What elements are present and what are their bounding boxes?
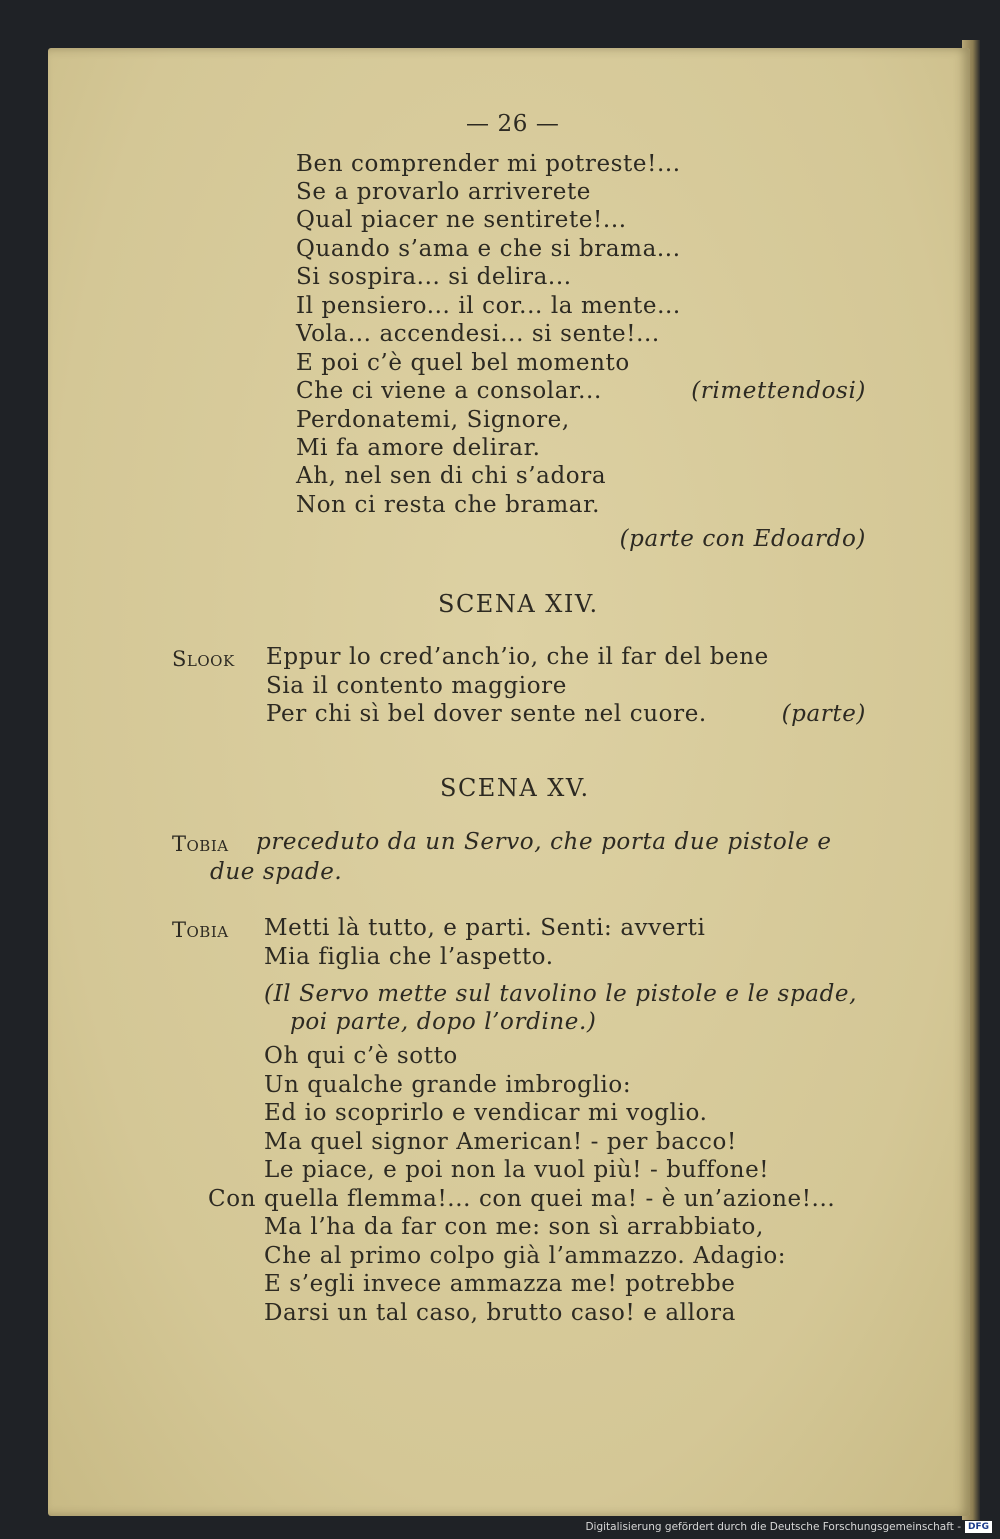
- page-number: — 26 —: [466, 111, 560, 137]
- verse-line: E poi c’è quel bel momento: [296, 350, 630, 376]
- stage-direction: (Il Servo mette sul tavolino le pistole e le spade,: [264, 981, 858, 1007]
- scene-title: SCENA XV.: [440, 774, 590, 802]
- stage-direction: (parte): [781, 701, 866, 727]
- dialogue-line: Oh qui c’è sotto: [264, 1043, 458, 1069]
- verse-line: Ben comprender mi potreste!...: [296, 151, 681, 177]
- dialogue-line: Per chi sì bel dover sente nel cuore.: [266, 701, 707, 727]
- dialogue-line: Eppur lo cred’anch’io, che il far del bene: [266, 644, 769, 670]
- verse-line: Che ci viene a consolar...: [296, 378, 602, 404]
- dialogue-line: Ma l’ha da far con me: son sì arrabbiato,: [264, 1214, 764, 1240]
- verse-line: Ah, nel sen di chi s’adora: [296, 463, 607, 489]
- verse-line: Perdonatemi, Signore,: [296, 407, 570, 433]
- book-page: [48, 48, 970, 1516]
- dialogue-line: Che al primo colpo già l’ammazzo. Adagio:: [264, 1243, 787, 1269]
- digitization-credit: [585, 1520, 992, 1534]
- speaker-name: Tobia: [172, 918, 229, 942]
- verse-line: Quando s’ama e che si brama...: [296, 236, 681, 262]
- dialogue-line: Con quella flemma!... con quei ma! - è un’azione!...: [208, 1186, 836, 1212]
- credit-text: Digitalisierung gefördert durch die Deutsche Forschungsgemeinschaft -: [585, 1521, 961, 1533]
- dialogue-line: Un qualche grande imbroglio:: [264, 1072, 632, 1098]
- scene-description: preceduto da un Servo, che porta due pistole e: [256, 829, 832, 855]
- verse-line: Si sospira... si delira...: [296, 264, 572, 290]
- verse-line: Qual piacer ne sentirete!...: [296, 207, 627, 233]
- dialogue-line: Sia il contento maggiore: [266, 673, 567, 699]
- verse-line: Se a provarlo arriverete: [296, 179, 592, 205]
- verse-line: Vola... accendesi... si sente!...: [296, 321, 660, 347]
- dialogue-line: Mia figlia che l’aspetto.: [264, 944, 554, 970]
- dialogue-line: Le piace, e poi non la vuol più! - buffone!: [264, 1157, 770, 1183]
- verse-line: Non ci resta che bramar.: [296, 492, 601, 518]
- dialogue-line: E s’egli invece ammazza me! potrebbe: [264, 1271, 736, 1297]
- scene-title: SCENA XIV.: [438, 590, 599, 618]
- dialogue-line: Metti là tutto, e parti. Senti: avverti: [264, 915, 706, 941]
- speaker-name: Tobia: [172, 832, 229, 856]
- speaker-name: Slook: [172, 647, 235, 671]
- stage-direction: (parte con Edoardo): [619, 526, 866, 552]
- stage-direction: poi parte, dopo l’ordine.): [290, 1009, 597, 1035]
- verse-line: Il pensiero... il cor... la mente...: [296, 293, 681, 319]
- stage-direction: (rimettendosi): [691, 378, 866, 404]
- dialogue-line: Darsi un tal caso, brutto caso! e allora: [264, 1300, 736, 1326]
- verse-line: Mi fa amore delirar.: [296, 435, 541, 461]
- dialogue-line: Ed io scoprirlo e vendicar mi voglio.: [264, 1100, 708, 1126]
- dialogue-line: Ma quel signor American! - per bacco!: [264, 1129, 737, 1155]
- scene-description: due spade.: [210, 859, 343, 885]
- dfg-logo: DFG: [965, 1521, 992, 1533]
